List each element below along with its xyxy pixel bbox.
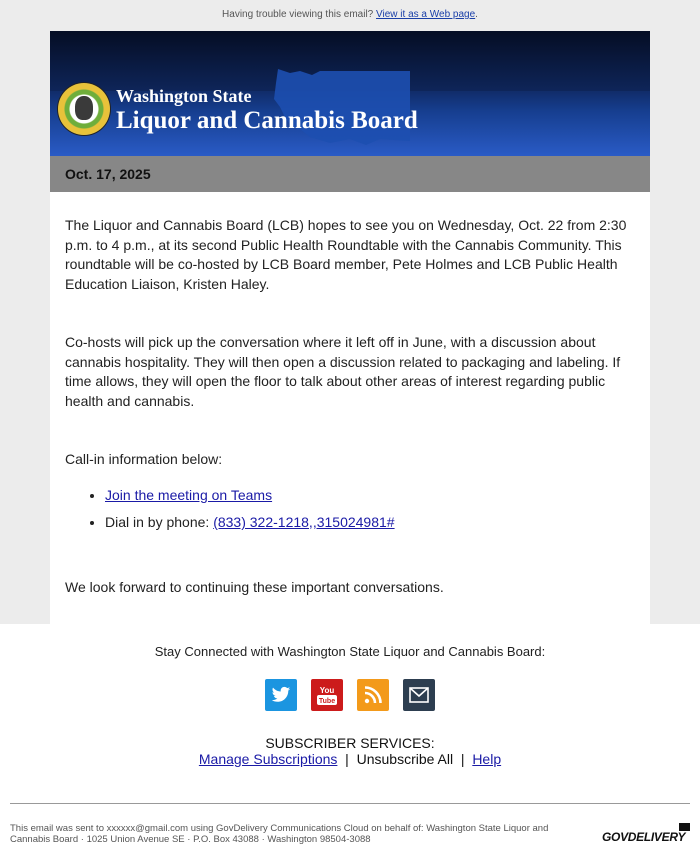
header-banner	[50, 31, 650, 156]
manage-subscriptions-link[interactable]: Manage Subscriptions	[198, 751, 338, 767]
agency-line2: Liquor and Cannabis Board	[116, 107, 418, 134]
email-body	[50, 192, 650, 624]
divider	[10, 803, 690, 804]
youtube-text-top: You	[319, 686, 335, 695]
footer-text: This email was sent to xxxxxx@gmail.com using GovDelivery Communications Cloud on behalf of: Washington State Liquor and Cannabis Board · 1025 Union Avenue SE · P.O. Box 43088 · Washington 98504-3088	[10, 823, 549, 845]
rss-icon[interactable]	[357, 679, 389, 711]
date-bar: Oct. 17, 2025	[50, 156, 650, 192]
teams-meeting-link[interactable]: Join the meeting on Teams	[105, 486, 273, 503]
call-in-heading: Call-in information below:	[65, 451, 223, 467]
help-link[interactable]: Help	[472, 751, 502, 767]
twitter-icon[interactable]	[265, 679, 297, 711]
social-icons	[265, 679, 435, 711]
stay-connected-heading: Stay Connected with Washington State Liquor and Cannabis Board:	[154, 644, 546, 659]
closing-paragraph: We look forward to continuing these important conversations.	[65, 578, 444, 595]
youtube-icon[interactable]	[311, 679, 343, 711]
phone-link[interactable]: (833) 322-1218,,315024981#	[213, 514, 395, 530]
call-in-list	[65, 486, 635, 533]
email-icon[interactable]	[403, 679, 435, 711]
trouble-text: Having trouble viewing this email?	[222, 9, 377, 20]
subscriber-services: SUBSCRIBER SERVICES: Manage Subscriptions | Unsubscribe All | Help	[0, 735, 700, 767]
trouble-viewing-line: Having trouble viewing this email? View it as a Web page.	[222, 9, 478, 20]
email-container	[50, 31, 650, 624]
web-page-link[interactable]: View it as a Web page	[376, 9, 476, 20]
unsubscribe-all-text[interactable]: Unsubscribe All	[356, 751, 454, 767]
govdelivery-logo[interactable]	[600, 823, 692, 849]
subscriber-heading: SUBSCRIBER SERVICES:	[265, 735, 435, 751]
list-item	[105, 486, 635, 506]
agency-line1: Washington State	[116, 86, 252, 106]
state-seal-logo	[58, 83, 110, 135]
paragraph-intro: The Liquor and Cannabis Board (LCB) hopes to see you on Wednesday, Oct. 22 from 2:30 p.m. to 4 p.m., at its second Public Health Roundtable with the Cannabis Community. This roundtable will be co-hosted by LCB Board member, Pete Holmes and LCB Public Health Education Liaison, Kristen Haley.	[65, 217, 627, 292]
govdelivery-logo-text: GOVDELIVERY	[602, 830, 686, 844]
youtube-text-bottom: Tube	[318, 698, 336, 705]
dial-in-label: Dial in by phone:	[105, 514, 214, 530]
list-item	[105, 513, 635, 533]
paragraph-details: Co-hosts will pick up the conversation where it left off in June, with a discussion about cannabis hospitality. They will then open a discussion related to packaging and labeling. If time allows, they will open the floor to talk about other areas of interest regarding public health and cannabis.	[65, 334, 621, 409]
agency-name	[116, 85, 418, 135]
